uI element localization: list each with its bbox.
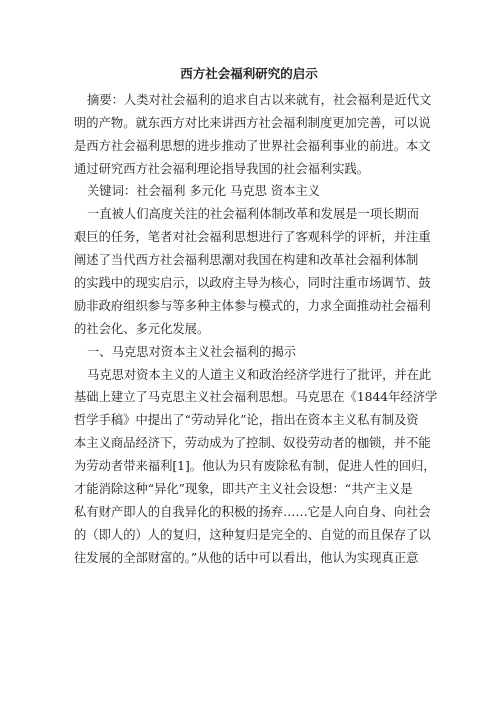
abstract-line-1: 摘要：人类对社会福利的追求自古以来就有，社会福利是近代文 xyxy=(87,93,432,107)
body-line: 往发展的全部财富的。”从他的话中可以看出，他认为实现真正意 xyxy=(74,551,419,565)
body-line: 为劳动者带来福利[1]。他认为只有废除私有制，促进人性的回归， xyxy=(74,459,436,473)
body-line: 才能消除这种“异化”现象，即共产主义社会设想：“共产主义是 xyxy=(74,482,413,496)
body-line: 基础上建立了马克思主义社会福利思想。马克思在《1844年经济学 xyxy=(74,390,438,404)
document-title: 西方社会福利研究的启示 xyxy=(180,66,318,81)
section-heading: 一、马克思对资本主义社会福利的揭示 xyxy=(87,345,297,359)
body-line: 一直被人们高度关注的社会福利体制改革和发展是一项长期而 xyxy=(87,207,420,221)
keywords-line: 关键词：社会福利 多元化 马克思 资本主义 xyxy=(87,184,321,198)
abstract-line-2: 明的产物。就东西方对比来讲西方社会福利制度更加完善，可以说 xyxy=(74,116,431,130)
body-line: 的（即人的）人的复归，这种复归是完全的、自觉的而且保存了以 xyxy=(74,528,431,542)
abstract-line-3: 是西方社会福利思想的进步推动了世界社会福利事业的前进。本文 xyxy=(74,139,431,153)
body-line: 本主义商品经济下，劳动成为了控制、奴役劳动者的枷锁，并不能 xyxy=(74,436,431,450)
body-line: 私有财产即人的自我异化的积极的扬弃……它是人向自身、向社会 xyxy=(74,505,431,519)
body-line: 阐述了当代西方社会福利思潮对我国在构建和改革社会福利体制 xyxy=(74,253,419,267)
body-line: 哲学手稿》中提出了“劳动异化”论，指出在资本主义私有制及资 xyxy=(74,413,419,427)
body-line: 的实践中的现实启示，以政府主导为核心，同时注重市场调节、鼓 xyxy=(74,276,431,290)
body-line: 马克思对资本主义的人道主义和政治经济学进行了批评，并在此 xyxy=(87,368,432,382)
body-line: 的社会化、多元化发展。 xyxy=(74,322,210,336)
abstract-line-4: 通过研究西方社会福利理论指导我国的社会福利实践。 xyxy=(74,162,370,176)
body-line: 艰巨的任务，笔者对社会福利思想进行了客观科学的评析，并注重 xyxy=(74,230,431,244)
body-line: 励非政府组织参与等多种主体参与模式的，力求全面推动社会福利 xyxy=(74,299,431,313)
